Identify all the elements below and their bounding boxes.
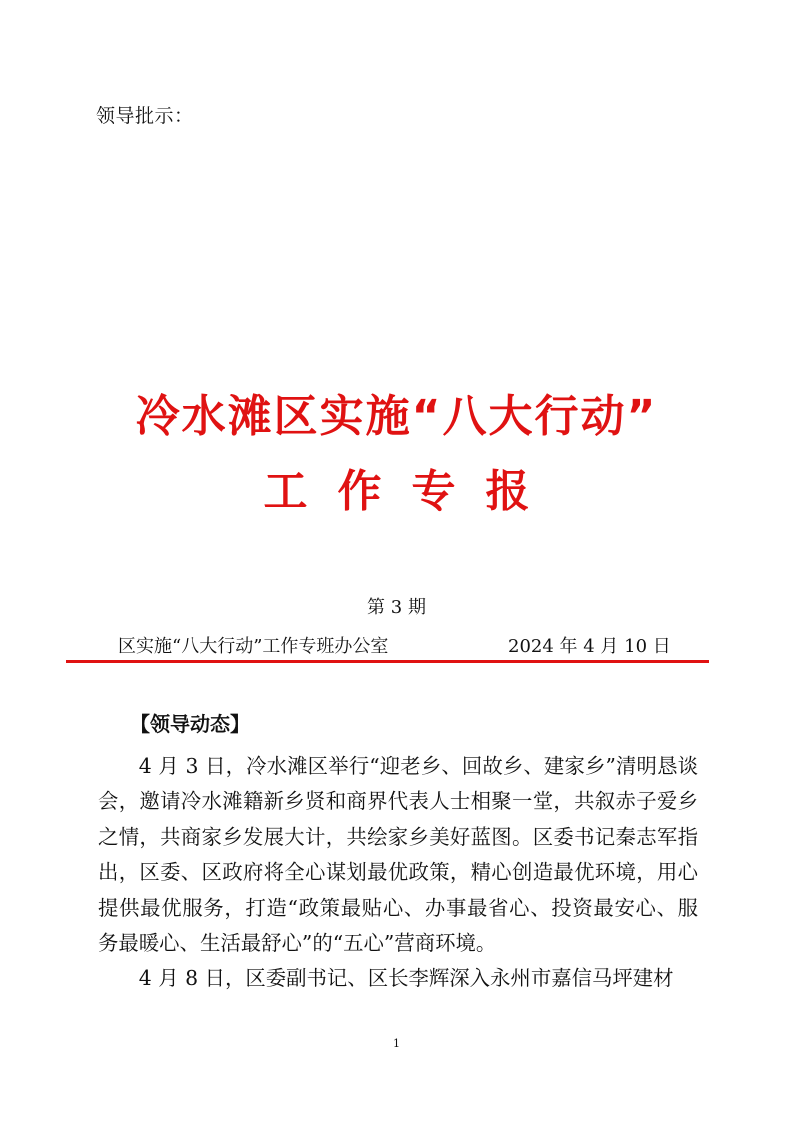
report-title-line1: 冷水滩区实施“八大行动” <box>135 391 658 442</box>
section-title: 【领导动态】 <box>130 712 250 736</box>
body-paragraph-1: 4 月 3 日，冷水滩区举行“迎老乡、回故乡、建家乡”清明恳谈会，邀请冷水滩籍新乡贤和商界代表人士相聚一堂，共叙赤子爱乡之情，共商家乡发展大计，共绘家乡美好蓝图。区委书记秦志军指出，区委、区政府将全心谋划最优政策，精心创造最优环境，用心提供最优服务，打造“政策最贴心、办事最省心、投资最安心、服务最暖心、生活最舒心”的“五心”营商环境。 <box>98 754 698 956</box>
body-paragraph-2: 4 月 8 日，区委副书记、区长李辉深入永州市嘉信马坪建材 <box>138 966 674 990</box>
red-divider-line <box>66 660 709 663</box>
report-title-line2: 工作专报 <box>263 466 560 517</box>
issuing-office: 区实施“八大行动”工作专班办公室 <box>118 636 389 657</box>
leader-instruction-label: 领导批示： <box>96 105 194 127</box>
page-number: 1 <box>393 1037 400 1050</box>
issue-date: 2024 年 4 月 10 日 <box>508 636 671 657</box>
issue-number: 第 3 期 <box>367 597 426 618</box>
